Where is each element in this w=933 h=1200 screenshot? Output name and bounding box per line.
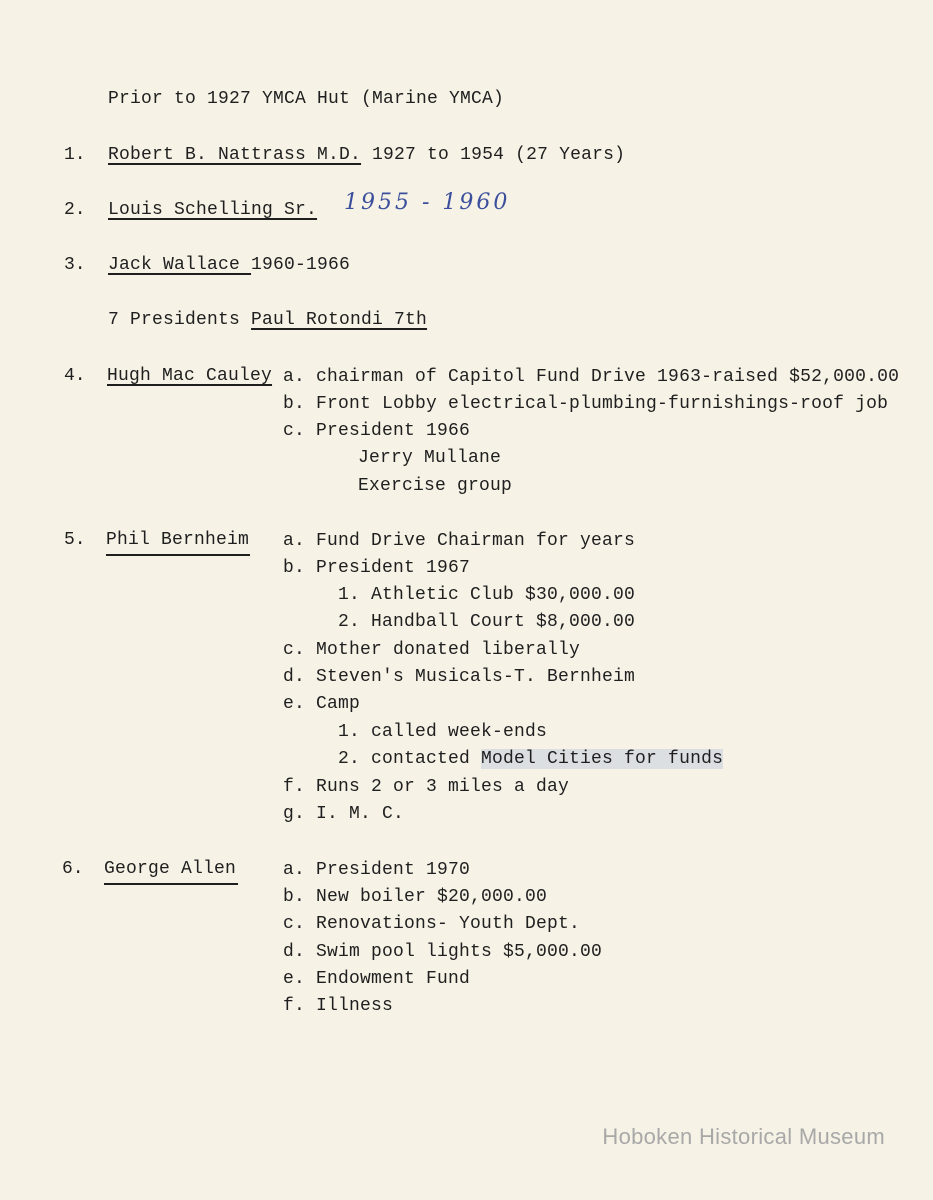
entry-6-number: 6. [62,859,84,879]
entry-1-line [108,144,625,166]
entry-4-item-a: a. chairman of Capitol Fund Drive 1963-raised $52,000.00 [283,367,900,387]
entry-4-sub-2: Exercise group [358,476,513,496]
entry-1-name: Robert B. Nattrass M.D. [108,145,362,165]
entry-6-item-c: c. Renovations- Youth Dept. [283,914,581,934]
header-line: Prior to 1927 YMCA Hut (Marine YMCA) [108,89,505,109]
entry-4-number: 4. [64,366,86,386]
entry-4-name: Hugh Mac Cauley [107,366,273,386]
entry-6-item-e: e. Endowment Fund [283,969,471,989]
entry-5-item-e: e. Camp [283,694,361,714]
entry-5-name: Phil Bernheim [106,530,250,550]
entry-5-b-sub-2: 2. Handball Court $8,000.00 [338,612,636,632]
entry-1-number: 1. [64,145,86,165]
entry-6-item-a: a. President 1970 [283,860,471,880]
presidents-line [108,309,427,331]
entry-5-e-sub-2-highlight: Model Cities for funds [481,749,724,769]
entry-5-item-f: f. Runs 2 or 3 miles a day [283,777,570,797]
museum-watermark: Hoboken Historical Museum [602,1124,885,1149]
entry-4-sub-1: Jerry Mullane [358,448,502,468]
presidents-name: Paul Rotondi 7th [251,310,428,330]
entry-6-item-d: d. Swim pool lights $5,000.00 [283,942,603,962]
entry-2-handwritten-years: 1955 - 1960 [344,190,511,215]
entry-5-item-a: a. Fund Drive Chairman for years [283,531,636,551]
entry-6-name-underline [104,883,238,885]
entry-3-years: 1960-1966 [251,255,351,275]
entry-2-line [108,199,317,221]
entry-5-item-c: c. Mother donated liberally [283,640,581,660]
entry-5-name-underline [106,554,250,556]
entry-6-item-b: b. New boiler $20,000.00 [283,887,548,907]
entry-5-item-d: d. Steven's Musicals-T. Bernheim [283,667,636,687]
entry-6-item-f: f. Illness [283,996,394,1016]
entry-5-item-g: g. I. M. C. [283,804,405,824]
entry-3-number: 3. [64,255,86,275]
entry-4-name-wrap [107,365,272,387]
entry-6-name: George Allen [104,859,237,879]
entry-5-item-b: b. President 1967 [283,558,471,578]
entry-4-item-c: c. President 1966 [283,421,471,441]
entry-6-name-wrap [104,858,236,880]
entry-3-name: Jack Wallace [108,255,252,275]
entry-3-line [108,254,350,276]
entry-5-b-sub-1: 1. Athletic Club $30,000.00 [338,585,636,605]
entry-5-name-wrap [106,529,249,551]
entry-5-number: 5. [64,530,86,550]
presidents-prefix: 7 Presidents [108,310,252,330]
entry-5-e-sub-2 [338,748,723,770]
entry-5-e-sub-1: 1. called week-ends [338,722,548,742]
entry-2-name: Louis Schelling Sr. [108,200,318,220]
entry-2-number: 2. [64,200,86,220]
entry-1-years: 1927 to 1954 (27 Years) [361,145,626,165]
entry-5-e-sub-2-prefix: 2. contacted [338,749,482,769]
entry-4-item-b: b. Front Lobby electrical-plumbing-furnishings-roof job [283,394,889,414]
